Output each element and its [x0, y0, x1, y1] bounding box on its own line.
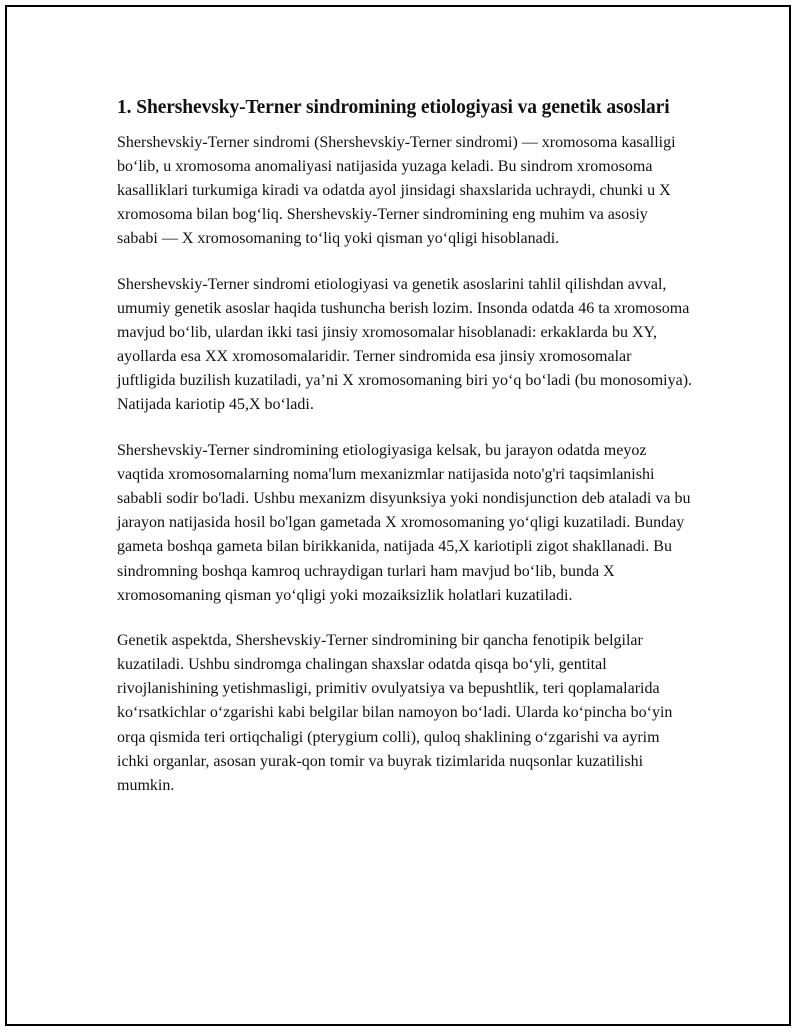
section-heading: 1. Shershevsky-Terner sindromining etiologiyasi va genetik asoslari: [117, 97, 670, 118]
document-body: [117, 94, 692, 819]
paragraph-genetic-basics: Shershevskiy-Terner sindromi etiologiyasi va genetik asoslarini tahlil qilishdan avval, umumiy genetik asoslar haqida tushuncha berish lozim. Insonda odatda 46 ta xromosoma mavjud bo‘lib, ulardan ikki tasi jinsiy xromosomalar hisoblanadi: erkaklarda bu XY, ayollarda esa XX xromosomalaridir. Terner sindromida esa jinsiy xromosomalar juftligida buzilish kuzatiladi, ya’ni X xromosomaning biri yo‘q bo‘ladi (bu monosomiya). Natijada kariotip 45,X bo‘ladi.: [117, 275, 693, 414]
paragraph-etiology: Shershevskiy-Terner sindromining etiologiyasiga kelsak, bu jarayon odatda meyoz vaqtida xromosomalarning noma'lum mexanizmlar natijasida noto'g'ri taqsimlanishi sababli sodir bo'ladi. Ushbu mexanizm disyunksiya yoki nondisjunction deb ataladi va bu jarayon natijasida hosil bo'lgan gametada X xromosomaning yo‘qligi kuzatiladi. Bunday gameta boshqa gameta bilan birikkanida, natijada 45,X kariotipli zigot shakllanadi. Bu sindromning boshqa kamroq uchraydigan turlari ham mavjud bo‘lib, bunda X xromosomaning qisman yo‘qligi yoki mozaiksizlik holatlari kuzatiladi.: [117, 442, 691, 604]
paragraph-phenotype: Genetik aspektda, Shershevskiy-Terner sindromining bir qancha fenotipik belgilar kuzatiladi. Ushbu sindromga chalingan shaxslar odatda qisqa bo‘yli, gentital rivojlanishining yetishmasligi, primitiv ovulyatsiya va bepushtlik, teri qoplamalarida ko‘rsatkichlar o‘zgarishi kabi belgilar bilan namoyon bo‘ladi. Ularda ko‘pincha bo‘yin orqa qismida teri ortiqchaligi (pterygium colli), quloq shaklining o‘zgarishi va ayrim ichki organlar, asosan yurak-qon tomir va buyrak tizimlarida nuqsonlar kuzatilishi mumkin.: [117, 632, 673, 794]
paragraph-intro: Shershevskiy-Terner sindromi (Shershevskiy-Terner sindromi) — xromosoma kasalligi bo‘lib, u xromosoma anomaliyasi natijasida yuzaga keladi. Bu sindrom xromosoma kasalliklari turkumiga kiradi va odatda ayol jinsidagi shaxslarida uchraydi, chunki u X xromosoma bilan bog‘liq. Shershevskiy-Terner sindromining eng muhim va asosiy sababi — X xromosomaning to‘liq yoki qisman yo‘qligi hisoblanadi.: [117, 134, 676, 248]
